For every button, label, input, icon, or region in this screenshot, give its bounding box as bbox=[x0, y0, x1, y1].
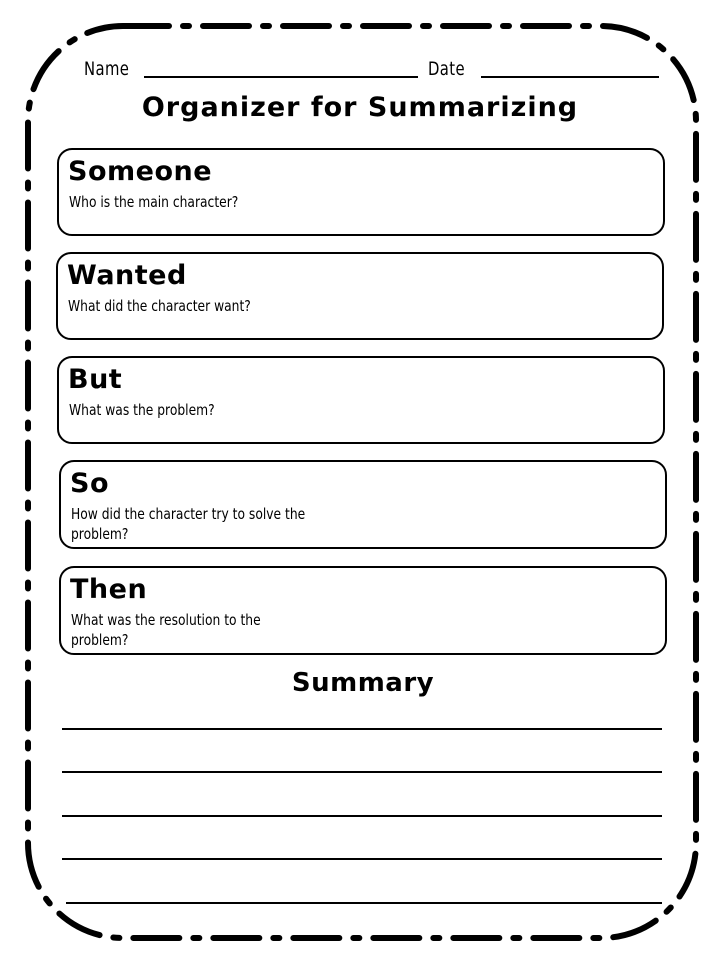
name-input-line[interactable] bbox=[144, 76, 418, 78]
date-label: Date bbox=[428, 58, 465, 80]
section-box-someone[interactable] bbox=[57, 148, 665, 236]
name-field bbox=[84, 50, 142, 80]
summary-line[interactable] bbox=[62, 728, 662, 730]
page-title: Organizer for Summarizing bbox=[141, 92, 579, 123]
section-heading: Wanted bbox=[67, 260, 187, 291]
section-prompt: Who is the main character? bbox=[69, 193, 239, 211]
section-heading: Someone bbox=[68, 156, 213, 187]
section-prompt: How did the character try to solve the problem? bbox=[71, 505, 306, 543]
summary-title: Summary bbox=[291, 668, 435, 698]
date-input-line[interactable] bbox=[481, 76, 659, 78]
section-prompt: What was the resolution to the problem? bbox=[71, 611, 261, 649]
summary-line[interactable] bbox=[62, 815, 662, 817]
section-prompt: What did the character want? bbox=[68, 297, 251, 315]
summary-line[interactable] bbox=[66, 902, 662, 904]
date-field bbox=[428, 50, 475, 80]
summary-line[interactable] bbox=[62, 858, 662, 860]
summary-line[interactable] bbox=[62, 771, 662, 773]
name-label: Name bbox=[84, 58, 130, 80]
section-box-wanted[interactable] bbox=[56, 252, 664, 340]
section-prompt: What was the problem? bbox=[69, 401, 215, 419]
section-box-but[interactable] bbox=[57, 356, 665, 444]
section-box-then[interactable] bbox=[59, 566, 667, 655]
section-heading: So bbox=[70, 468, 109, 499]
section-heading: Then bbox=[70, 574, 148, 605]
section-box-so[interactable] bbox=[59, 460, 667, 549]
section-heading: But bbox=[68, 364, 123, 395]
